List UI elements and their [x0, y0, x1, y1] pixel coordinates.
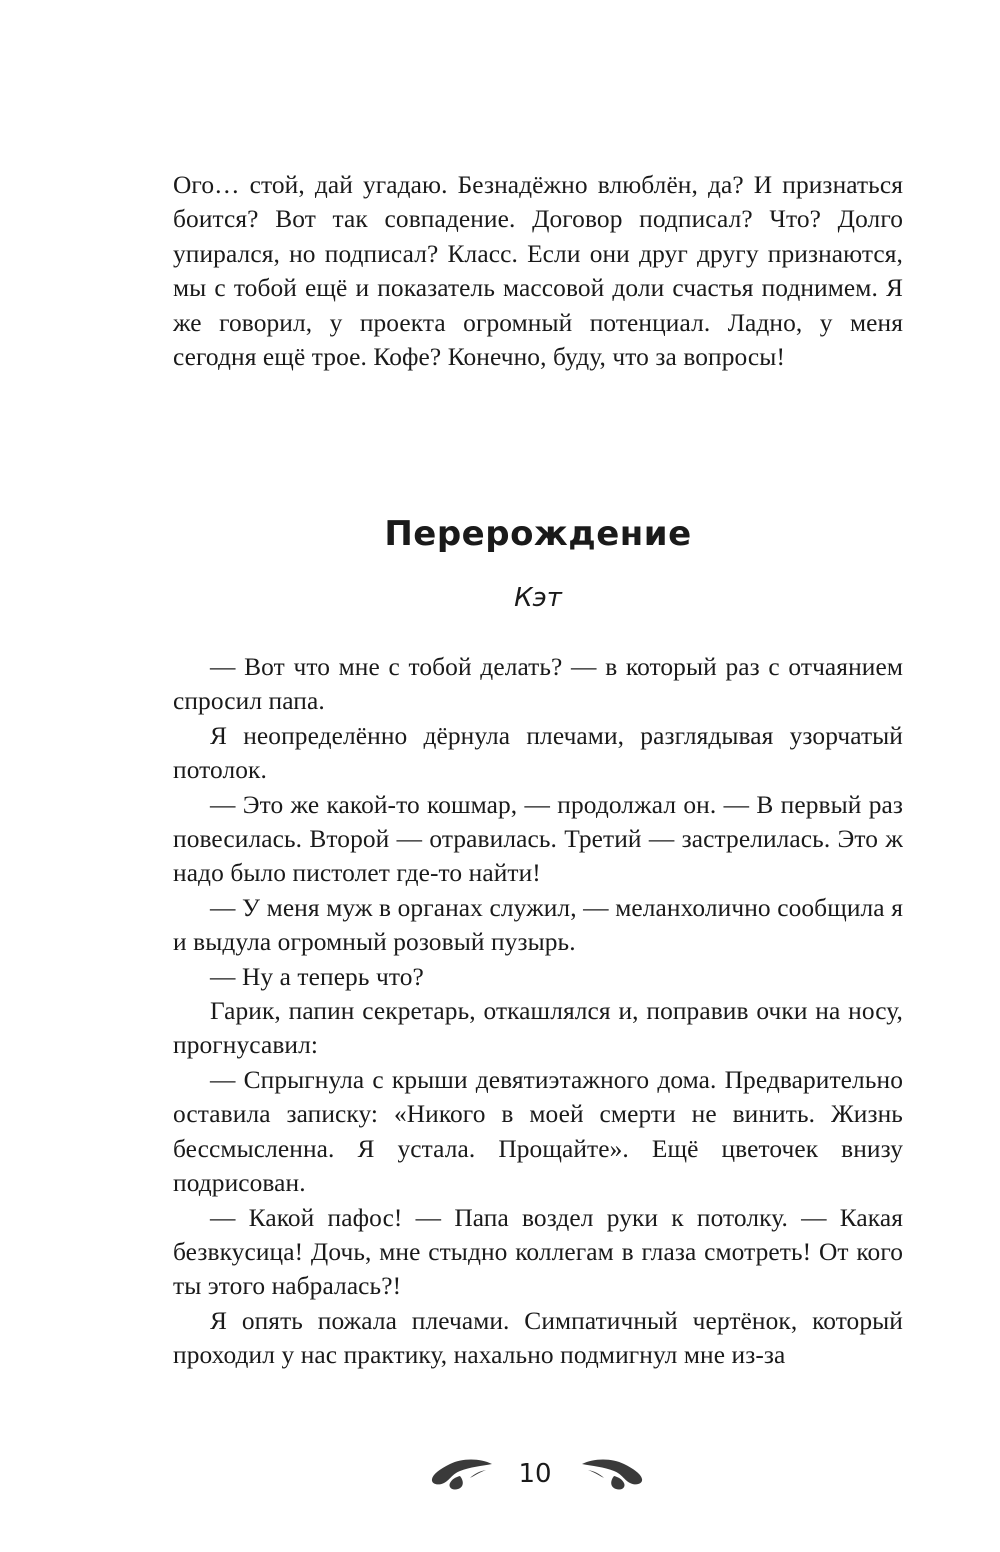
story-paragraph: Я опять пожала плечами. Симпатичный чертёнок, который проходил у нас практику, нахально подмигнул мне из-за: [173, 1306, 903, 1370]
chapter-author: Кэт: [514, 583, 562, 613]
story-paragraph: — У меня муж в органах служил, — меланхолично сообщила я и выдула огромный розовый пузырь.: [173, 893, 903, 957]
page-number: 10: [518, 1459, 552, 1489]
intro-paragraph: Ого… стой, дай угадаю. Безнадёжно влюблён, да? И признаться боится? Вот так совпадение. Договор подписал? Что? Долго упирался, но подписал? Класс. Если они друг другу признаются, мы с тобой ещё и показатель массовой доли счастья поднимем. Я же говорил, у проекта огромный потенциал. Ладно, у меня сегодня ещё трое. Кофе? Конечно, буду, что за вопросы!: [173, 171, 903, 372]
intro-text-block: [173, 168, 903, 374]
story-paragraph: — Какой пафос! — Папа воздел руки к потолку. — Какая безвкусица! Дочь, мне стыдно коллегам в глаза смотреть! От кого ты этого набралась?!: [173, 1203, 903, 1301]
leaf-ornament-right-icon: [574, 1456, 644, 1492]
leaf-ornament-left-icon: [430, 1456, 500, 1492]
story-paragraph: — Ну а теперь что?: [210, 962, 424, 991]
chapter-title: Перерождение: [384, 514, 692, 554]
story-text-block: [173, 650, 903, 1373]
story-paragraph: — Это же какой-то кошмар, — продолжал он. — В первый раз повесилась. Второй — отравилась. Третий — застрелилась. Это ж надо было пистолет где-то найти!: [173, 790, 903, 888]
story-paragraph: Я неопределённо дёрнула плечами, разглядывая узорчатый потолок.: [173, 721, 903, 785]
story-paragraph: — Спрыгнула с крыши девятиэтажного дома. Предварительно оставила записку: «Никого в моей смерти не винить. Жизнь бессмысленна. Я устала. Прощайте». Ещё цветочек внизу подрисован.: [173, 1065, 903, 1198]
story-paragraph: Гарик, папин секретарь, откашлялся и, поправив очки на носу, прогнусавил:: [173, 997, 903, 1060]
story-paragraph: — Вот что мне с тобой делать? — в который раз с отчаянием спросил папа.: [173, 653, 903, 716]
page-footer: [0, 1450, 1000, 1500]
